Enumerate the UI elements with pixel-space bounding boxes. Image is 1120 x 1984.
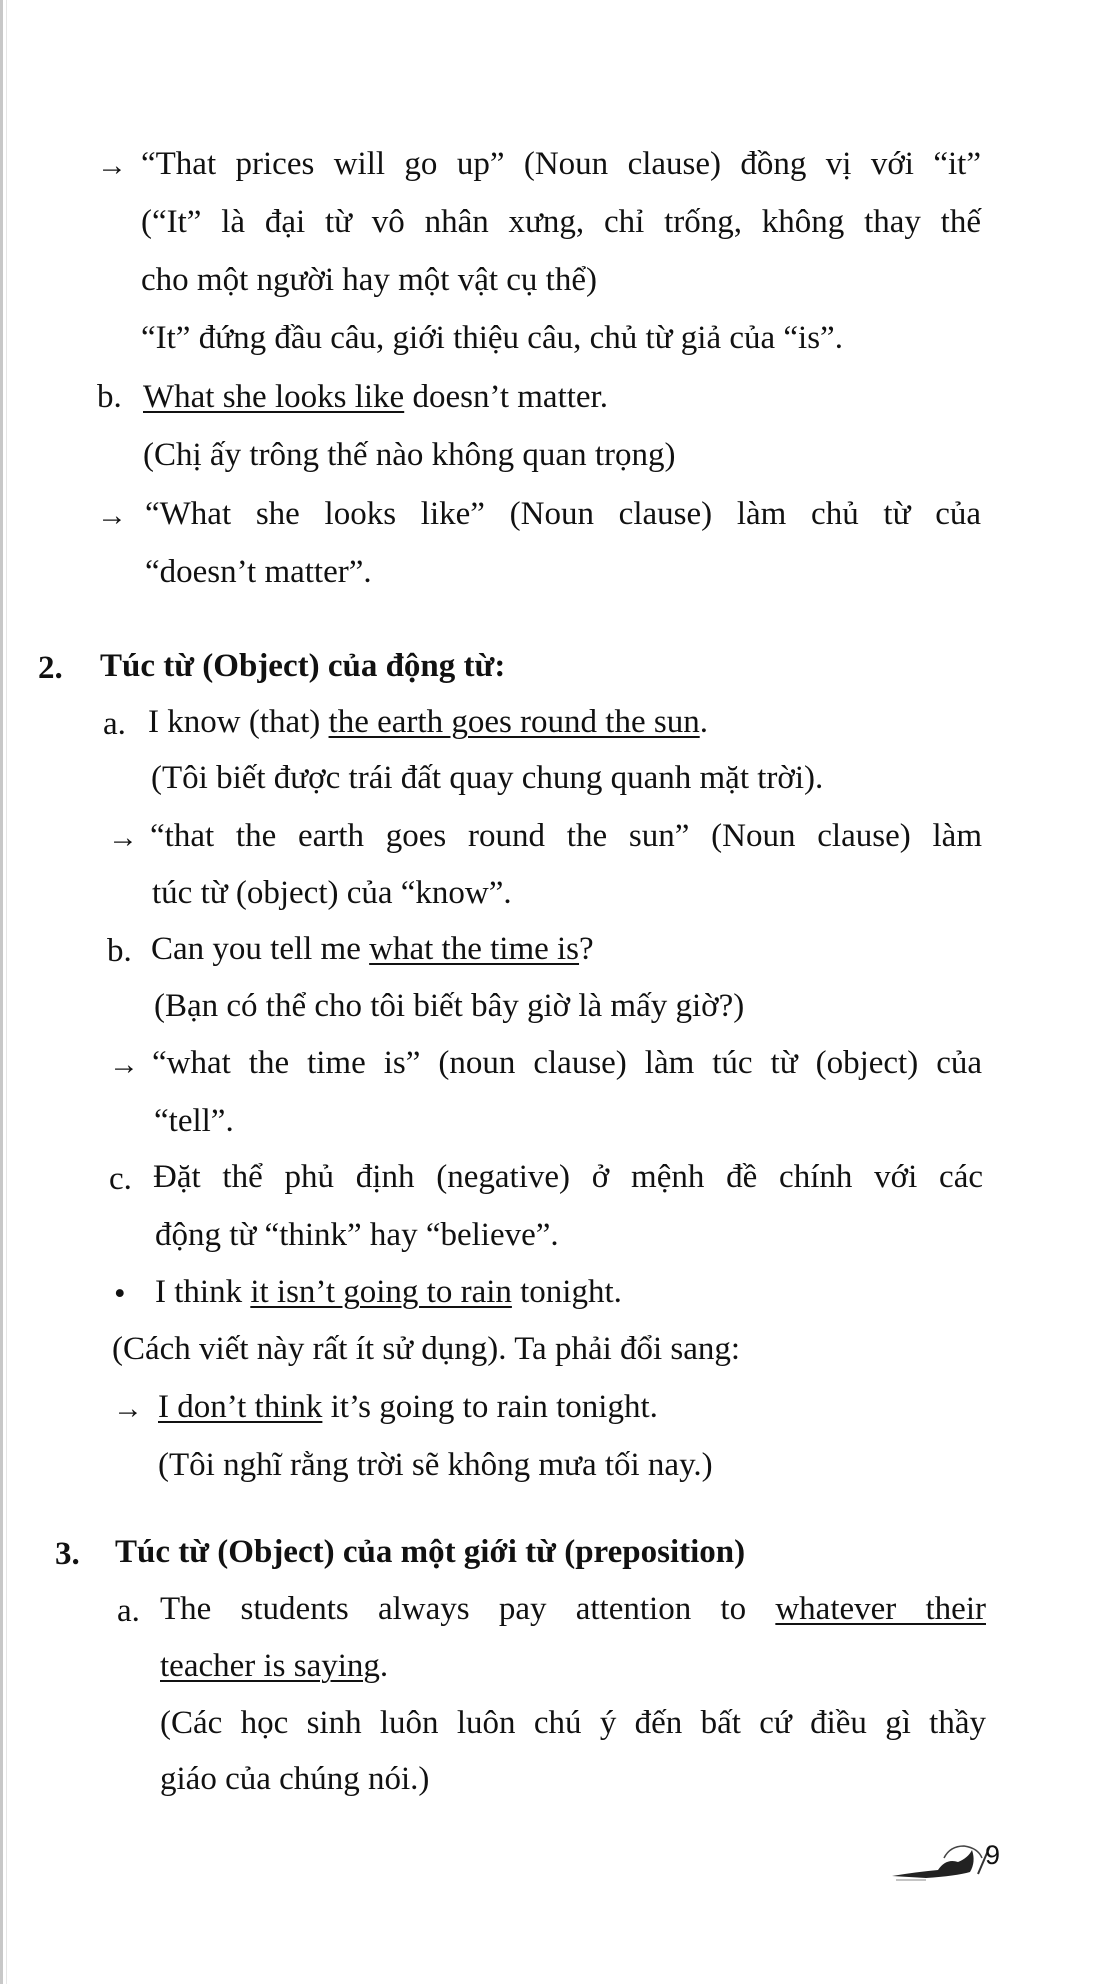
underlined-clause: teacher is saying bbox=[160, 1648, 380, 1684]
sentence-part: it’s going to rain tonight. bbox=[322, 1389, 658, 1425]
text-line: “It” đứng đầu câu, giới thiệu câu, chủ từ giả của “is”. bbox=[141, 320, 843, 356]
sentence-part: tonight. bbox=[511, 1274, 622, 1310]
text-line: “doesn’t matter”. bbox=[145, 554, 372, 590]
bullet-icon: • bbox=[114, 1276, 126, 1312]
item-marker: b. bbox=[97, 379, 122, 415]
arrow-icon: → bbox=[97, 149, 127, 182]
underlined-clause: it isn’t going to rain bbox=[250, 1274, 512, 1310]
sentence-part: I think bbox=[155, 1274, 251, 1310]
section-heading: Túc từ (Object) của một giới từ (preposition) bbox=[115, 1534, 746, 1570]
arrow-icon: → bbox=[97, 499, 127, 532]
text-line: cho một người hay một vật cụ thể) bbox=[141, 262, 597, 298]
item-marker: c. bbox=[109, 1161, 132, 1197]
underlined-clause: what the time is bbox=[369, 931, 580, 967]
item-marker: a. bbox=[117, 1593, 140, 1629]
example-sentence bbox=[158, 1387, 658, 1427]
example-sentence bbox=[155, 1272, 622, 1312]
text-line: túc từ (object) của “know”. bbox=[152, 875, 512, 911]
section-heading: Túc từ (Object) của động từ: bbox=[100, 648, 506, 684]
arrow-icon: → bbox=[108, 821, 138, 854]
example-sentence bbox=[160, 1589, 986, 1629]
text-line: “that the earth goes round the sun” (Noun clause) làm bbox=[150, 818, 982, 854]
example-sentence bbox=[151, 929, 594, 969]
translation: (Tôi nghĩ rằng trời sẽ không mưa tối nay.) bbox=[158, 1447, 713, 1483]
text-line: “That prices will go up” (Noun clause) đồng vị với “it” bbox=[141, 146, 981, 182]
text-line: (“It” là đại từ vô nhân xưng, chỉ trống, không thay thế bbox=[141, 204, 981, 240]
sentence-part: Can you tell me bbox=[151, 931, 370, 967]
text-line: “tell”. bbox=[154, 1103, 234, 1139]
page-edge-inner bbox=[6, 0, 7, 1984]
sentence-part: ? bbox=[579, 931, 594, 967]
translation: giáo của chúng nói.) bbox=[160, 1761, 430, 1797]
section-number: 2. bbox=[38, 650, 63, 686]
page-number: 9 bbox=[985, 1840, 1001, 1870]
underlined-clause: I don’t think bbox=[158, 1389, 323, 1425]
text-line: Đặt thể phủ định (negative) ở mệnh đề chính với các bbox=[153, 1159, 983, 1195]
underlined-clause: What she looks like bbox=[143, 379, 405, 415]
translation: (Chị ấy trông thế nào không quan trọng) bbox=[143, 437, 676, 473]
sentence-part: . bbox=[379, 1648, 389, 1684]
text-line: động từ “think” hay “believe”. bbox=[155, 1217, 559, 1253]
sentence-part: . bbox=[699, 704, 708, 740]
arrow-icon: → bbox=[109, 1048, 139, 1081]
page-edge bbox=[0, 0, 3, 1984]
sentence-part: I know (that) bbox=[148, 704, 329, 740]
arrow-icon: → bbox=[113, 1392, 143, 1425]
item-marker: b. bbox=[107, 933, 132, 969]
example-sentence bbox=[148, 702, 708, 742]
underlined-clause: the earth goes round the sun bbox=[328, 704, 700, 740]
footer-ornament-icon bbox=[886, 1828, 1026, 1888]
translation: (Tôi biết được trái đất quay chung quanh mặt trời). bbox=[151, 760, 824, 796]
text-line: “What she looks like” (Noun clause) làm chủ từ của bbox=[145, 496, 981, 532]
translation: (Bạn có thể cho tôi biết bây giờ là mấy giờ?) bbox=[154, 988, 745, 1024]
sentence-rest: doesn’t matter. bbox=[404, 379, 608, 415]
item-marker: a. bbox=[103, 706, 126, 742]
section-number: 3. bbox=[55, 1536, 80, 1572]
example-sentence bbox=[143, 377, 608, 417]
translation: (Các học sinh luôn luôn chú ý đến bất cứ điều gì thầy bbox=[160, 1705, 986, 1741]
sentence-part: The students always pay attention to bbox=[160, 1591, 776, 1627]
note-line: (Cách viết này rất ít sử dụng). Ta phải đổi sang: bbox=[112, 1331, 741, 1367]
underlined-clause: whatever their bbox=[775, 1591, 986, 1627]
text-line: “what the time is” (noun clause) làm túc từ (object) của bbox=[152, 1045, 982, 1081]
example-sentence-cont bbox=[160, 1646, 388, 1686]
